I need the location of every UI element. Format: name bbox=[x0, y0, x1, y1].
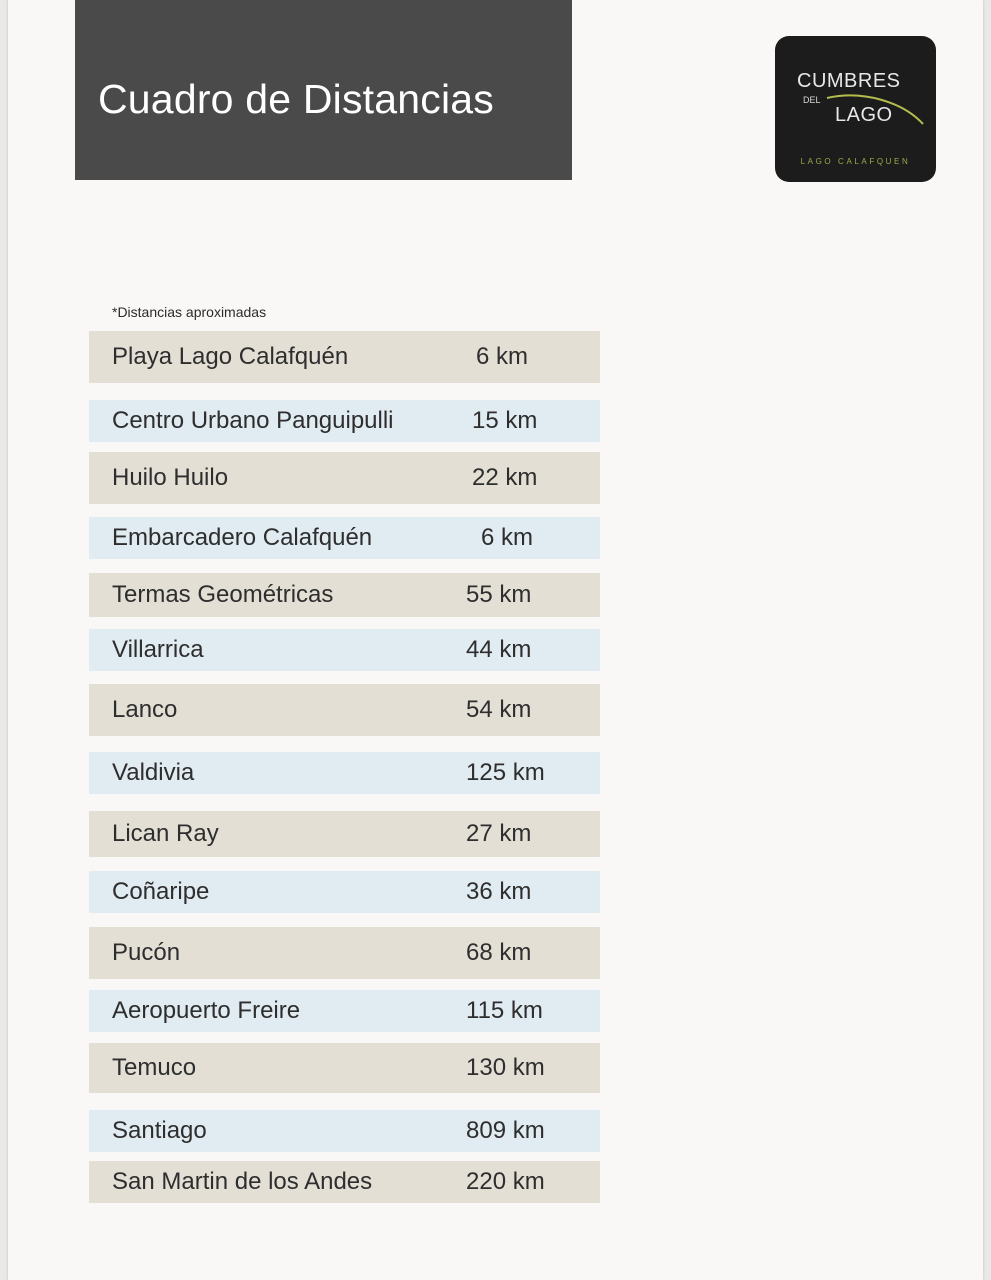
table-row bbox=[89, 752, 600, 794]
logo-text-cumbres: CUMBRES bbox=[797, 70, 901, 92]
approximate-distances-note: *Distancias aproximadas bbox=[112, 304, 267, 320]
table-row bbox=[89, 684, 600, 736]
page-title: Cuadro de Distancias bbox=[98, 76, 494, 122]
distance-value: 6 km bbox=[476, 343, 529, 370]
distance-value: 130 km bbox=[466, 1054, 545, 1081]
distance-value: 15 km bbox=[472, 407, 538, 434]
place-name: San Martin de los Andes bbox=[112, 1168, 373, 1195]
place-name: Santiago bbox=[112, 1117, 207, 1144]
place-name: Lican Ray bbox=[112, 820, 219, 847]
table-row bbox=[89, 927, 600, 979]
distance-value: 55 km bbox=[466, 581, 532, 608]
distance-value: 54 km bbox=[466, 696, 532, 723]
table-row bbox=[89, 990, 600, 1032]
table-row bbox=[89, 1043, 600, 1093]
logo-text-del: DEL bbox=[803, 95, 821, 105]
place-name: Temuco bbox=[112, 1054, 197, 1081]
place-name: Valdivia bbox=[112, 759, 195, 786]
distance-value: 809 km bbox=[466, 1117, 545, 1144]
table-row bbox=[89, 1110, 600, 1152]
place-name: Embarcadero Calafquén bbox=[112, 524, 373, 551]
table-row bbox=[89, 629, 600, 671]
logo-text-lago: LAGO bbox=[835, 104, 893, 126]
place-name: Aeropuerto Freire bbox=[112, 997, 301, 1024]
brand-logo bbox=[775, 36, 936, 182]
place-name: Lanco bbox=[112, 696, 178, 723]
distance-value: 115 km bbox=[466, 997, 543, 1024]
distance-value: 68 km bbox=[466, 939, 532, 966]
place-name: Termas Geométricas bbox=[112, 581, 334, 608]
table-row bbox=[89, 871, 600, 913]
table-row bbox=[89, 573, 600, 617]
table-row bbox=[89, 331, 600, 383]
distance-value: 27 km bbox=[466, 820, 532, 847]
distance-value: 44 km bbox=[466, 636, 532, 663]
place-name: Huilo Huilo bbox=[112, 464, 229, 491]
place-name: Pucón bbox=[112, 939, 181, 966]
place-name: Centro Urbano Panguipulli bbox=[112, 407, 394, 434]
distance-value: 22 km bbox=[472, 464, 538, 491]
distance-value: 220 km bbox=[466, 1168, 545, 1195]
place-name: Playa Lago Calafquén bbox=[112, 343, 349, 370]
table-row bbox=[89, 1161, 600, 1203]
distance-value: 6 km bbox=[481, 524, 534, 551]
table-row bbox=[89, 400, 600, 442]
distance-value: 36 km bbox=[466, 878, 532, 905]
place-name: Villarrica bbox=[112, 636, 204, 663]
place-name: Coñaripe bbox=[112, 878, 210, 905]
table-row bbox=[89, 517, 600, 559]
logo-subtitle: LAGO CALAFQUEN bbox=[800, 157, 911, 166]
table-row bbox=[89, 452, 600, 504]
table-row bbox=[89, 811, 600, 857]
distance-value: 125 km bbox=[466, 759, 545, 786]
